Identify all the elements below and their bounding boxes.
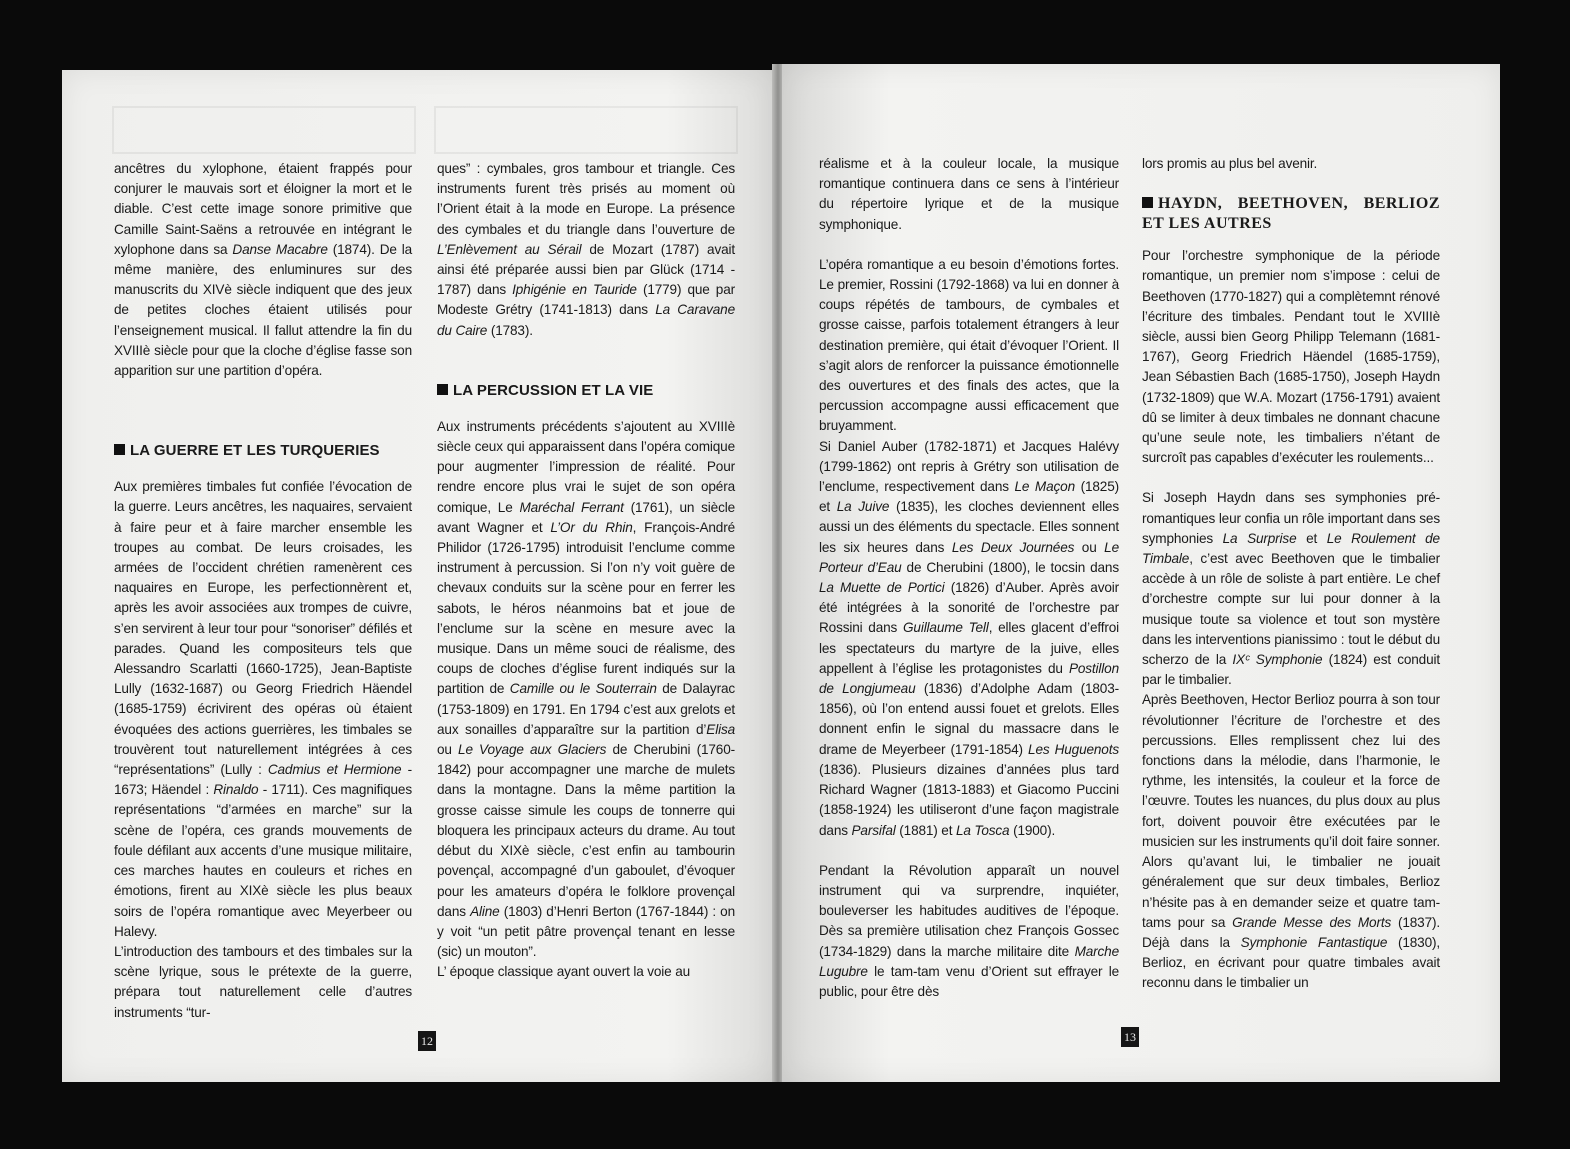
text: Pendant la Révolution apparaît un nouvel instrument qui va surprendre, inquiéter, bouleverser les habitudes auditives de l’époque. Dès sa première utilisation chez François Gossec (1734-1829) dans la marche militaire dite: [819, 862, 1119, 959]
paragraph: L’opéra romantique a eu besoin d’émotions fortes. Le premier, Rossini (1792-1868) va lui en donner à coups répétés de tambours, de cymbales et grosse caisse, parfois totalement étrangers à leur destination première, qui était d’évoquer l’Orient. Il s’agit alors de renforcer la puissance émotionnelle des ouvertures et des finals des actes, que la percussion accompagne aussi efficacement que bruyamment.: [819, 256, 1119, 434]
work-title: La Muette de Portici: [819, 580, 945, 596]
paragraph: réalisme et à la couleur locale, la musique romantique continuera dans ce sens à l’intérieur du répertoire lyrique et de la musique symphonique.: [819, 156, 1119, 232]
text: , François-André Philidor (1726-1795) introduisit l’enclume comme instrument à percussion. Si l’on n’y voit guère de chevaux conduits sur la scène pour en ferrer les sabots, le héros néanmoins bat et joue de l’enclume sur la scène en mesure avec la musique. Dans un même souci de réalisme, des coups de cloches d’église furent indiqués sur la partition de: [437, 519, 735, 697]
text: (1836) d’Adolphe Adam (1803-1856), où l’on entend aussi fouet et grelots. Elles donnent enfin le signal du massacre dans le drame de Meyerbeer (1791-1854): [819, 681, 1120, 757]
paragraph: [819, 861, 1119, 1002]
square-bullet-icon: [1142, 197, 1153, 208]
text: ancêtres du xylophone, étaient frappés pour conjurer le mauvais sort et éloigner la mort et le diable. C’est cette image sonore primitive que Camille Saint-Saëns a retrouvée en intégrant le xylophone dans sa: [114, 161, 412, 257]
work-title: Guillaume Tell: [902, 620, 989, 636]
work-title: Postillon de Longjumeau: [819, 660, 1119, 697]
paragraph: Pour l’orchestre symphonique de la période romantique, un premier nom s’impose : celui de Beethoven (1770-1827) qui a complètemnt rénové l’écriture des timbales. Pendant tout le XVIIIè siècle, aussi bien Georg Philipp Telemann (1681-1767), Georg Friedrich Häendel (1685-1759), Jean Sébastien Bach (1685-1750), Joseph Haydn (1732-1809) que W.A. Mozart (1756-1791) avaient dû se limiter à deux timbales ne donnant chacune qu’une seule note, les timbaliers n’étant de surcroît pas capables d’exécuter les roulements...: [1142, 248, 1440, 466]
work-title: La Surprise: [1222, 530, 1297, 546]
text: ou: [1074, 539, 1105, 555]
text: , c’est avec Beethoven que le timbalier accède à un rôle de soliste à part entière. Le chef d’orchestre compte sur lui pour donner à la musique toute sa violence et tout son mystère dans les interventions pianissimo : tout le début du scherzo de la: [1142, 551, 1440, 668]
work-title: Grande Messe des Morts: [1232, 914, 1392, 930]
work-title: La Juive: [836, 499, 890, 515]
work-title: L’Enlèvement au Sérail: [437, 241, 582, 257]
paragraph: [437, 159, 735, 341]
column-3: [819, 154, 1119, 1002]
section-heading: [437, 381, 735, 401]
work-title: L’Or du Rhin: [550, 519, 633, 535]
work-title: Elisa: [706, 721, 735, 737]
work-title: Iphigénie en Tauride: [512, 282, 637, 298]
text: (1783).: [487, 322, 533, 338]
text: et: [1296, 530, 1327, 546]
text: (1900).: [1009, 822, 1056, 838]
paragraph: [1142, 690, 1440, 993]
column-2: [437, 159, 735, 983]
column-1: [114, 159, 412, 1023]
paragraph: [819, 437, 1119, 841]
work-title: Danse Macabre: [232, 241, 328, 257]
text: , elles glacent d’effroi les spectateurs du martyre de la juive, elles appellent à l’église les protagonistes du: [819, 620, 1120, 676]
work-title: Camille ou le Souterrain: [509, 681, 657, 697]
text: (1835), les cloches deviennent elles aussi un des éléments du spectacle. Elles sonnent les six heures dans: [819, 499, 1119, 555]
work-title: Marche Lugubre: [819, 943, 1119, 979]
work-title: Maréchal Ferrant: [519, 499, 624, 515]
text: - 1711). Ces magnifiques représentations “d’armées en marche” sur la scène de l’opéra, ces grands mouvements de foule défilant aux accents d’une musique militaire, ces marches hautes en couleurs et riches en émotions, firent au XIXè siècle les plus beaux soirs de l’opéra romantique avec Meyerbeer ou Halevy.: [114, 782, 412, 939]
text: (1761), un siècle avant Wagner et: [437, 499, 735, 535]
work-title: Le Maçon: [1014, 479, 1075, 495]
text: (1826) d’Auber. Après avoir été intégrées à la sonorité de l’orchestre par Rossini dans: [819, 580, 1119, 636]
work-title: Le Roulement de Timbale: [1142, 530, 1440, 567]
paragraph: [1142, 488, 1440, 690]
text: Si Joseph Haydn dans ses symphonies pré-romantiques leur confia un rôle important dans ses symphonies: [1142, 490, 1440, 546]
text: de Mozart (1787) avait ainsi été préparée aussi bien par Glück (1714 - 1787) dans: [437, 241, 735, 298]
heading-text: LA GUERRE ET LES TURQUERIES: [130, 442, 380, 460]
text: Si Daniel Auber (1782-1871) et Jacques Halévy (1799-1862) ont repris à Grétry son utilisation de l’enclume, respectivement dans: [819, 438, 1119, 495]
square-bullet-icon: [114, 444, 125, 455]
text: Aux instruments précédents s’ajoutent au XVIIIè siècle ceux qui apparaissent dans l’opéra comique pour augmenter l’impression de réalité. Pour rendre encore plus vrai le sujet de son opéra comique, Le: [437, 418, 735, 515]
square-bullet-icon: [437, 384, 448, 395]
text: ou: [437, 742, 459, 758]
work-title: Aline: [470, 903, 500, 919]
text: (1874). De la même manière, des enluminures sur des manuscrits du XIVè siècle indiquent que des jeux de petites cloches étaient utilisés pour l’enseignement musical. Il fallut attendre la fin du XVIIIè siècle pour que la cloche d’église fasse son apparition sur une partition d’opéra.: [114, 241, 412, 379]
work-title: Symphonie Fantastique: [1240, 934, 1388, 950]
paragraph: lors promis au plus bel avenir.: [1142, 156, 1318, 171]
text: - 1673; Häendel :: [114, 762, 412, 798]
show-through-frame: [434, 106, 738, 154]
text: (1830), Berlioz, en écrivant pour quatre timbales avait reconnu dans le timbalier un: [1142, 934, 1440, 991]
text: (1881) et: [895, 822, 956, 838]
work-title: Les Huguenots: [1028, 741, 1119, 757]
show-through-frame: [112, 106, 416, 154]
section-heading: [1142, 194, 1440, 234]
section-heading: [114, 441, 412, 461]
text: (1837). Déjà dans la: [1142, 914, 1441, 950]
text: (1779) que par Modeste Grétry (1741-1813) dans: [437, 282, 736, 318]
work-title: Cadmius et Hermione: [267, 762, 402, 778]
text: (1803) d’Henri Berton (1767-1844) : on y voit “un petit pâtre provençal tenant en lesse (sic) un mouton”.: [437, 903, 735, 960]
work-title: Le Porteur d’Eau: [819, 539, 1119, 575]
text: (1824) est conduit par le timbalier.: [1142, 652, 1440, 688]
work-title: Le Voyage aux Glaciers: [458, 742, 607, 758]
page-number-left: 12: [418, 1031, 436, 1051]
work-title: La Caravane du Caire: [437, 302, 735, 338]
heading-text: HAYDN, BEETHOVEN, BERLIOZ ET LES AUTRES: [1142, 195, 1440, 233]
paragraph: L’introduction des tambours et des timbales sur la scène lyrique, sous le prétexte de la guerre, prépara tout naturellement celle d’autres instruments “tur-: [114, 943, 412, 1020]
work-title: La Tosca: [955, 822, 1010, 838]
work-title: IXᶜ Symphonie: [1232, 652, 1323, 668]
text: (1825) et: [819, 479, 1119, 515]
text: de Cherubini (1800), le tocsin dans: [901, 559, 1119, 575]
work-title: Rinaldo: [213, 782, 259, 798]
text: (1836). Plusieurs dizaines d’années plus tard Richard Wagner (1813-1883) et Giacomo Puccini (1858-1924) les utiliseront d’une façon magistrale dans: [819, 761, 1119, 838]
text: Après Beethoven, Hector Berlioz pourra à son tour révolutionner l’écriture de l’orchestre et des percussions. Elles remplissent chez lui des fonctions dans la mélodie, dans l’harmonie, le rythme, les intensités, la couleur et la force de l’œuvre. Toutes les nuances, du plus doux au plus fort, doivent pouvoir être exécutées par le musicien sur les instruments qu’il doit faire sonner. Alors qu’avant lui, le timbalier ne jouait généralement que sur deux timbales, Berlioz n’hésite pas à en demander seize et quatre tam-tams pour sa: [1142, 692, 1440, 930]
text: de Cherubini (1760-1842) pour accompagner une marche de mulets dans la montagne. Dans la même partition la grosse caisse simule les coups de tonnerre qui bloquera les principaux acteurs du drame. Au tout début du XIXè siècle, c’est enfin au tambourin povençal, accompagné d’un gaboulet, d’évoquer pour les amateurs d’opéra le folklore provençal dans: [437, 742, 735, 919]
text: de Dalayrac (1753-1809) en 1791. En 1794 c’est aux grelots et aux sonailles d’apparaître sur la partition d’: [437, 681, 735, 737]
heading-text: LA PERCUSSION ET LA VIE: [453, 381, 654, 399]
paragraph: L’ époque classique ayant ouvert la voie au: [437, 964, 691, 980]
column-4: [1142, 154, 1440, 994]
paragraph: [437, 417, 735, 962]
work-title: Parsifal: [851, 822, 896, 838]
text: Aux premières timbales fut confiée l’évocation de la guerre. Leurs ancêtres, les naquaires, servaient à faire peur et à faire marcher ensemble les troupes au combat. De leurs croisades, les armées de l’occident chrétien ramenèrent ces naquaires en Europe, les perfectionnèrent et, après les avoir associées aux trompes de cuivre, s’en servirent à leur tour pour “sonoriser” défilés et parades. Quand les compositeurs tels que Alessandro Scarlatti (1660-1725), Jean-Baptiste Lully (1632-1687) ou Georg Friedrich Häendel (1685-1759) écrivirent des opéras où étaient évoquées des actions guerrières, les timbales se trouvèrent tout naturellement intégrées à ces “représentations” (Lully :: [114, 479, 412, 778]
text: le tam-tam venu d’Orient sut effrayer le public, pour être dès: [819, 963, 1119, 999]
text: ques” : cymbales, gros tambour et triangle. Ces instruments furent très prisés au moment où l’Orient était à la mode en Europe. La présence des cymbales et du triangle dans l’ouverture de: [437, 161, 735, 237]
paragraph: [114, 159, 412, 381]
work-title: Les Deux Journées: [951, 539, 1075, 555]
paragraph: [114, 477, 412, 942]
page-number-right: 13: [1121, 1027, 1139, 1047]
